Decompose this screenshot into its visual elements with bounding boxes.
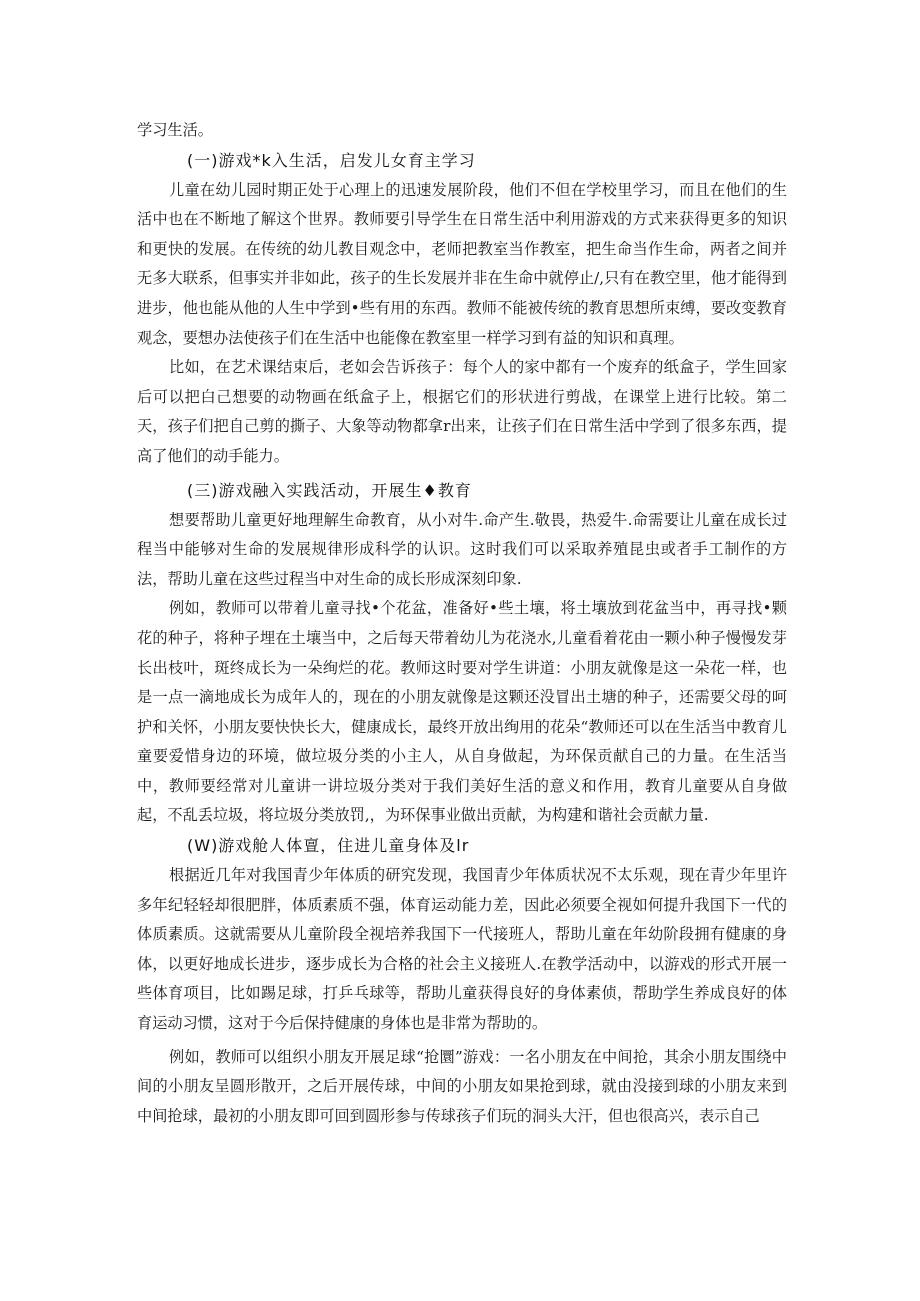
paragraph: 比如，在艺术课结束后，老如会告诉孩子：每个人的家中都有一个废弃的纸盒子，学生回家后可以把白己想要的动物画在纸盒子上，根据它们的形状进行剪战，在课堂上进行比较。第二天，孩子们把自己剪的撕子、大象等动物都拿r出来，让孩子们在日常生活中学到了很多东西，提高了他们的动手能力。 xyxy=(137,358,787,465)
paragraph: 儿童在幼儿园时期正处于心理上的迅速发展阶段，他们不但在学校里学习，而且在他们的生活中也在不断地了解这个世界。教师要引导学生在日常生活中利用游戏的方式来获得更多的知识和更快的发展。在传统的幼儿教目观念中，老师把教室当作教室，把生命当作生命，两者之间并无多大联系，但事实并非如此，孩子的生长发展并非在生命中就停止/,只有在教空里，他才能得到进步，他也能从他的人生中学到•些有用的东西。教师不能被传统的教育思想所束缚，要改变教育观念，要想办法使孩子们在生活中也能像在教室里一样学习到有益的知识和真理。 xyxy=(137,180,787,347)
paragraph-fragment: 学习生活。 xyxy=(137,121,213,139)
paragraph: 例如，教师可以带着儿童寻找•个花盆，准备好•些土壤，将土壤放到花盆当中，再寻找•颗花的种子，将种子埋在土壤当中，之后每天带着幼儿为花浇水,儿童看着花由一颗小种子慢慢发芽长出枝叶，斑终成长为一朵绚烂的花。教师这时要对学生讲道：小朋友就像是这一朵花一样，也是一点一滴地成长为成年人的，现在的小朋友就像是这颗还没冒出土塘的种子，还需要父母的呵护和关怀，小朋友要快快长大，健康成长，最终开放出绚用的花朵“教师还可以在生活当中教育儿童要爱惜身边的环境，做垃圾分类的小主人，从自身做起，为环保贡献自己的力量。在生活当中，教师要经常对儿童讲一讲垃圾分类对于我们美好生活的意义和作用，教育儿童要从自身做起，不乱丢垃圾，将垃圾分类放罚,，为环保事业做出贡献，为构建和谐社会贡献力量. xyxy=(137,599,787,825)
section-heading-1: (一)游戏*k入生活，启发儿女育主学习 xyxy=(187,150,476,170)
paragraph: 例如，教师可以组织小朋友开展足球“抢圜”游戏：一名小朋友在中间抢，其余小朋友围绕中间的小朋友呈圆形散开，之后开展传球，中间的小朋友如果抢到球，就由没接到球的小朋友来到中间抢球，最初的小朋友即可回到圆形参与传球孩子们玩的洞头大汗，但也很高兴，表示自己 xyxy=(137,1047,787,1125)
section-heading-4: (W)游戏舱人体亶，住进儿童身体及lr xyxy=(187,836,470,856)
paragraph: 想要帮助儿童更好地理解生命教育，从小对牛.命产生.敬畏，热爱牛.命需要让儿童在成长过程当中能够对生命的发展规律形成科学的认识。这时我们可以采取养殖昆虫或者手工制作的方法，帮助儿童在这些过程当中对生命的成长形成深刻印象. xyxy=(137,510,787,588)
section-heading-3: (三)游戏融入实践活动，开展生♦教育 xyxy=(187,480,472,500)
paragraph: 根据近几年对我国青少年体质的研究发现，我国青少年体质状况不太乐观，现在青少年里许多年纪轻轻却很肥胖，体质素质不强，体育运动能力差，因此必须要全视如何提升我国下一代的体质素质。这就需要从儿童阶段全视培养我国下一代接班人，帮助儿童在年幼阶段拥有健康的身体，以更好地成长进步，逐步成长为合格的社会主义接班人.在教学活动中，以游戏的形式开展一些体育项目，比如踢足球，打乒乓球等，帮助儿童获得良好的身体素侦，帮助学生养成良好的体育运动习惯，这对于今后保持健康的身体也是非常为帮助的。 xyxy=(137,866,787,1033)
document-body xyxy=(137,116,787,1131)
